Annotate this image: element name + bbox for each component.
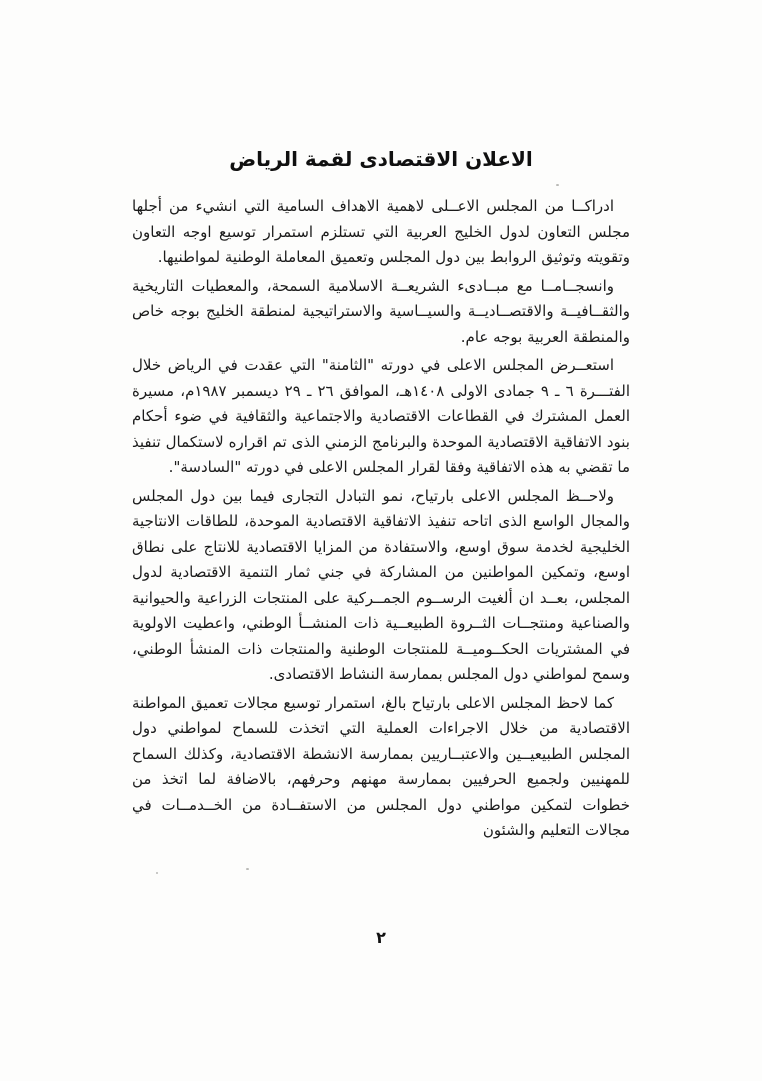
page-title: الاعلان الاقتصادى لقمة الرياض <box>229 147 533 171</box>
paragraph-2: وانسجــامــا مع مبــادىء الشريعــة الاسلامية السمحة، والمعطيات التاريخية والثقــافيــة والاقتصــاديــة والسيــاسية والاستراتيجية لمنطقة الخليج بوجه خاص والمنطقة العربية بوجه عام. <box>132 276 630 346</box>
scan-speck <box>156 872 158 874</box>
paragraph-4: ولاحــظ المجلس الاعلى بارتياح، نمو التبادل التجارى فيما بين دول المجلس والمجال الواسع الذى اتاحه تنفيذ الاتفاقية الاقتصادية الموحدة، للطاقات الانتاجية الخليجية لخدمة سوق اوسع، والاستفادة من المزايا الاقتصادية للانتاج على نطاق اوسع، وتمكين المواطنين من المشاركة في جني ثمار التنمية الاقتصادية لدول المجلس، بعــد ان ألغيت الرســوم الجمــركية على المنتجات الزراعية والحيوانية والصناعية ومنتجــات الثــروة الطبيعــية ذات المنشــأ الوطني، واعطيت الاولوية في المشتريات الحكــوميــة للمنتجات الوطنية والمنتجات ذات المنشأ الوطني، وسمح لمواطني دول المجلس بممارسة النشاط الاقتصادى. <box>132 486 630 683</box>
paragraph-3: استعــرض المجلس الاعلى في دورته "الثامنة" التي عقدت في الرياض خلال الفتـــرة ٦ ـ ٩ جمادى الاولى ١٤٠٨هـ، الموافق ٢٦ ـ ٢٩ ديسمبر ١٩٨٧م، مسيرة العمل المشترك في القطاعات الاقتصادية والاجتماعية والثقافية في ضوء أحكام بنود الاتفاقية الاقتصادية الموحدة والبرنامج الزمني الذى تم اقراره لاستكمال تنفيذ ما تقضي به هذه الاتفاقية وفقا لقرار المجلس الاعلى في دورته "السادسة". <box>132 356 630 476</box>
scan-speck <box>246 868 249 870</box>
document-body <box>132 194 630 847</box>
paragraph-1: ادراكــا من المجلس الاعــلى لاهمية الاهداف السامية التي انشيء من أجلها مجلس التعاون لدول الخليج العربية التي تستلزم استمرار توسيع اوجه التعاون وتقويته وتوثيق الروابط بين دول المجلس وتعميق المعاملة الوطنية لمواطنيها. <box>132 197 630 266</box>
paragraph-5: كما لاحظ المجلس الاعلى بارتياح بالغ، استمرار توسيع مجالات تعميق المواطنة الاقتصادية من خلال الاجراءات العملية التي اتخذت للسماح لمواطني دول المجلس الطبيعيــين والاعتبــاريين بممارسة الانشطة الاقتصادية، وكذلك السماح للمهنيين ولجميع الحرفيين بممارسة مهنهم وحرفهم، بالاضافة لما اتخذ من خطوات لتمكين مواطني دول المجلس من الاستفــادة من الخــدمــات في مجالات التعليم والشئون <box>132 693 630 839</box>
page-number: ٢ <box>376 928 386 947</box>
scan-speck <box>556 184 559 186</box>
